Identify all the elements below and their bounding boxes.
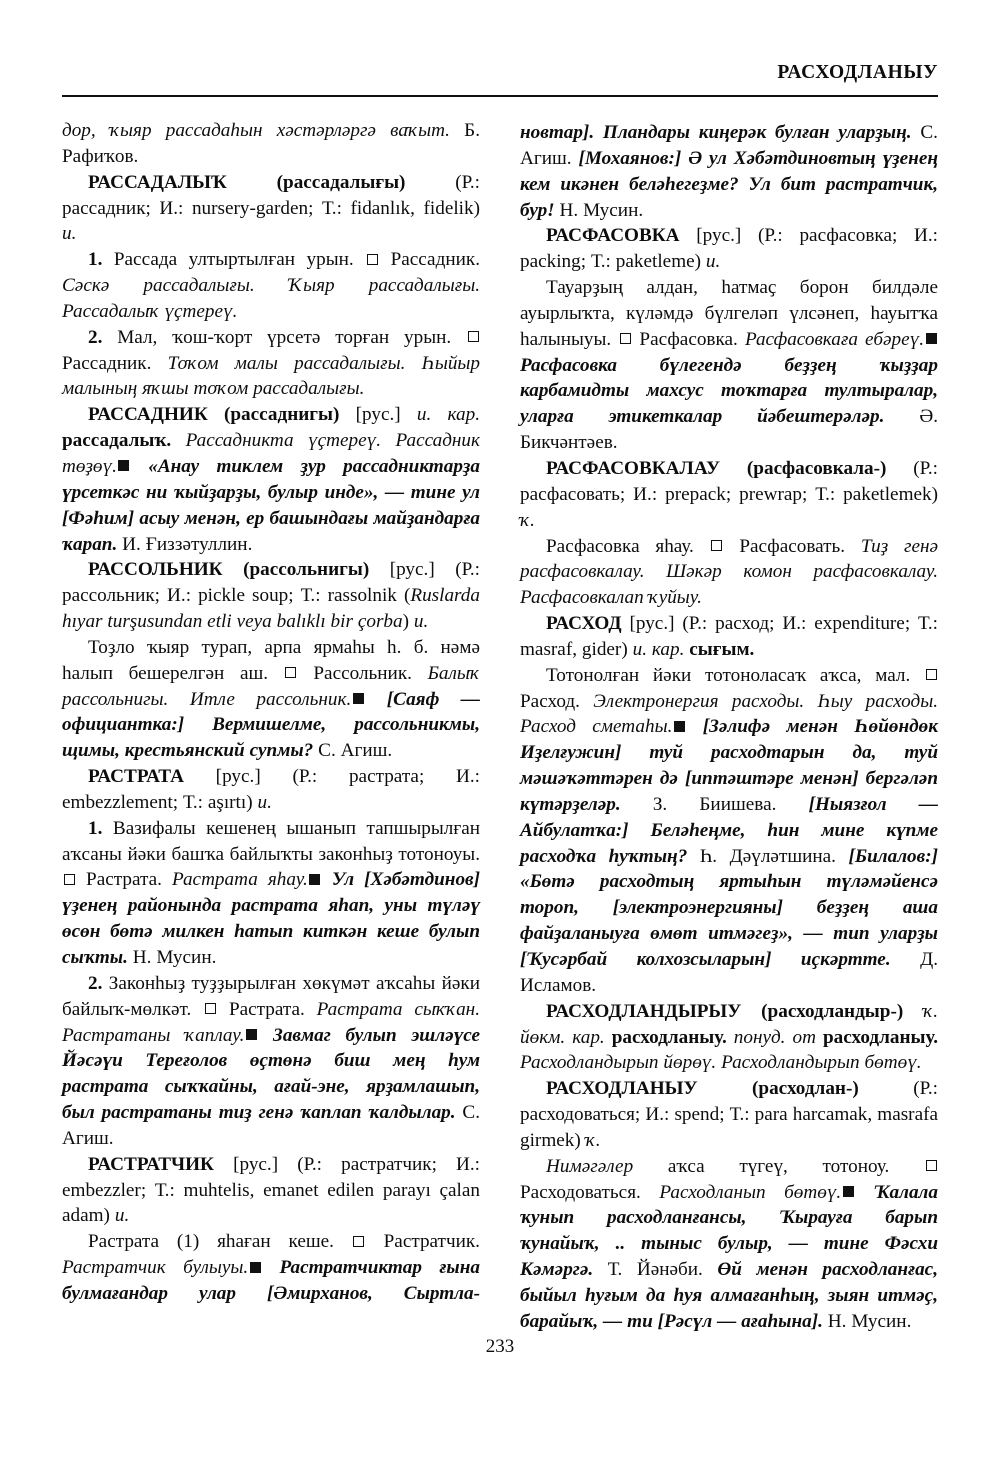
definition-text: З. Биишева. bbox=[620, 793, 809, 815]
entry-block bbox=[520, 663, 938, 999]
open-square-marker bbox=[64, 874, 75, 885]
headword: РАССОЛЬНИК (рассольнигы) bbox=[88, 559, 370, 581]
definition-text: Тауарҙың алдан, һатмаҫ борон билдәле ауырлыҡта, күләмдә бүлгеләп үлсәнеп, һауытҡа һалыныуы. bbox=[520, 277, 938, 350]
entry-block bbox=[62, 247, 480, 325]
header-rule bbox=[62, 95, 938, 97]
definition-text: Растрата (1) яһаған кеше. bbox=[88, 1231, 352, 1253]
definition-text: Тоҙло ҡыяр турап, арпа ярмаһы һ. б. нәмә һалып бешерелгән аш. bbox=[62, 636, 480, 684]
citation-text: [Билалов:] «Бөтә расходтың яртыһын түләмәйенсә тороп, [электроэнергияны] беҙҙең аша файҙаланыуға өмөт итмәгеҙ», — тип уларҙы [Ҡусәрбай колхозсыларын] иҫкәртте. bbox=[520, 845, 938, 970]
open-square-marker bbox=[926, 669, 937, 680]
citation-text: «Анау тиклем ҙур рассадниктарҙа үрсеткәс ни ҡыйҙарҙы, булыр инде», — тине ул [Фәһим] асыу менән, ер башындағы майҙандарға ҡарап. bbox=[62, 455, 480, 555]
headword: РАСТРАТА bbox=[88, 766, 184, 788]
definition-text: [рус.] (Р.: расход; И.: expenditure; Т.: masraf, gider) bbox=[520, 613, 938, 660]
definition-text: (Р.: расходоваться; И.: spend; Т.: para harcamak, masrafa girmek) bbox=[520, 1078, 938, 1151]
example-text: Растрата яһау. bbox=[171, 869, 308, 891]
definition-text: Ә. Бикчәнтәев. bbox=[520, 406, 938, 454]
filled-square-marker bbox=[246, 1029, 257, 1040]
citation-text: [Зәлифә менән Һөйөндөк Иҙелғужин] туй расходтарын да, туй мәшәҡәттәрен дә [иптәштәре менән] бергәләп күтәрҙеләр. bbox=[520, 716, 938, 815]
definition-text: Расфасовка. bbox=[632, 328, 745, 350]
example-text: и. bbox=[257, 791, 272, 813]
entry-block bbox=[62, 764, 480, 816]
definition-text: (Р.: расфасовать; И.: prepack; prewrap; Т.: paketlemek) bbox=[520, 457, 938, 505]
definition-text: Законһыҙ туҙҙырылған хөкүмәт аҡсаһы йәки байлыҡ-мөлкәт. bbox=[62, 972, 480, 1020]
definition-text: Вазифалы кешенең ышанып тапшырылған аҡсаны йәки башҡа байлыҡты законһыҙ тотоноуы. bbox=[62, 817, 480, 865]
citation-text: [Мохаянов:] Ә ул Хәбәтдиновтың үҙенең кем икәнен беләһегеҙме? Ул бит растратчик, бур! bbox=[520, 147, 938, 221]
example-text: Расходландырып йөрөү. Расходландырып бөтөү. bbox=[520, 1052, 922, 1074]
definition-text: Н. Мусин. bbox=[554, 199, 644, 221]
page-number: 233 bbox=[485, 1336, 515, 1357]
entry-block bbox=[62, 557, 480, 635]
definition-text: Т. Йәнәби. bbox=[593, 1259, 718, 1281]
open-square-marker bbox=[620, 333, 631, 344]
definition-text: Н. Мусин. bbox=[822, 1310, 912, 1332]
headword: РАССАДАЛЫҠ (рассадалығы) bbox=[88, 171, 406, 193]
running-head: РАСХОДЛАНЫУ bbox=[777, 62, 938, 83]
example-text: Ruslarda hıyar turşusundan etli veya balıklı bir çorba bbox=[62, 585, 480, 633]
open-square-marker bbox=[285, 667, 296, 678]
headword: РАСТРАТЧИК bbox=[88, 1153, 214, 1175]
definition-text: [рус.] bbox=[339, 404, 417, 426]
citation-text: Расфасовка бүлегендә беҙҙең ҡыҙҙар карбамидты махсус тоҡтарға тултыралар, уларға этикеткалар йәбештерәләр. bbox=[520, 354, 938, 428]
definition-text: Расход. bbox=[520, 690, 594, 712]
entry-block bbox=[62, 635, 480, 764]
example-text: и. bbox=[114, 1205, 130, 1227]
headword: расходланыу. bbox=[604, 1026, 727, 1048]
entry-block bbox=[62, 816, 480, 971]
definition-text: Растрата. bbox=[76, 869, 172, 891]
headword: 2. bbox=[88, 326, 103, 348]
example-text: и. кар. bbox=[632, 638, 685, 660]
headword: 1. bbox=[88, 817, 103, 839]
right-column bbox=[520, 120, 938, 1335]
example-text: и. bbox=[705, 251, 721, 273]
definition-text: Растратчик. bbox=[365, 1231, 480, 1253]
example-text: Сәскә рассадалығы. Ҡыяр рассадалығы. Рассадалыҡ үҫтереү. bbox=[62, 275, 480, 322]
open-square-marker bbox=[367, 254, 378, 265]
entry-block bbox=[62, 325, 480, 403]
example-text: и. bbox=[413, 611, 429, 633]
citation-text: [Ныязғол — Айбулатҡа:] Беләһеңме, һин мине күпме расходҡа һуҡтың? bbox=[520, 793, 938, 867]
open-square-marker bbox=[353, 1236, 364, 1247]
entry-block bbox=[62, 118, 480, 170]
example-text: Растратчик булыуы. bbox=[62, 1257, 249, 1279]
example-text: понуд. от bbox=[726, 1026, 816, 1048]
citation-text: [Саяф — официантка:] Вермишелме, рассольникмы, щимы, крестьянский супмы? bbox=[62, 688, 480, 762]
example-text: Электронергия расходы. Һыу расходы. Расход сметаһы. bbox=[520, 690, 939, 738]
definition-text: Расфасовка яһау. bbox=[546, 535, 710, 557]
filled-square-marker bbox=[674, 721, 685, 732]
entry-block bbox=[520, 1154, 938, 1335]
filled-square-marker bbox=[118, 460, 129, 471]
definition-text: С. Агиш. bbox=[520, 122, 938, 169]
filled-square-marker bbox=[843, 1186, 854, 1197]
citation-text: Өй менән расходланғас, быйыл һуғым да һуя алмағанһың, зыян итмәҫ, барайыҡ, — ти [Рәсүл — ағаһына]. bbox=[520, 1259, 938, 1332]
filled-square-marker bbox=[353, 693, 364, 704]
entry-block bbox=[62, 402, 480, 557]
definition-text: Һ. Дәүләтшина. bbox=[687, 845, 849, 867]
entry-block bbox=[520, 611, 938, 663]
definition-text: аҡса түгеү, тотоноу. bbox=[633, 1155, 924, 1177]
definition-text: [рус.] (Р.: растратчик; И.: embezzler; Т.: muhtelis, emanet edilen parayı çalan adam) bbox=[62, 1153, 480, 1227]
example-text: Тиҙ генә расфасовкалау. Шәкәр комон расфасовкалау. Расфасовкалап ҡуйыу. bbox=[520, 535, 938, 609]
definition-text: С. Агиш. bbox=[313, 740, 393, 762]
citation-text: Растратчиктар ғына булмағандар улар [Әмирханов, Сыртла- bbox=[62, 1257, 480, 1304]
definition-text: Рассольник. bbox=[297, 662, 428, 684]
example-text: и. bbox=[62, 223, 77, 245]
definition-text: Б. Рафиҡов. bbox=[62, 120, 480, 167]
open-square-marker bbox=[926, 1160, 937, 1171]
filled-square-marker bbox=[926, 333, 937, 344]
headword: РАСФАСОВКА bbox=[546, 225, 680, 247]
citation-text: новтар]. Пландары киңерәк булған уларҙың. bbox=[520, 122, 912, 143]
citation-text: Ҡалала ҡунып расходланғансы, Ҡырауға барып ҡунайыҡ, .. тыныс булыр, — тине Фәсхи Кәмәргә. bbox=[520, 1181, 939, 1281]
example-text: дор, ҡыяр рассадаһын хәстәрләргә ваҡыт. bbox=[62, 120, 450, 141]
headword: РАССАДНИК (рассаднигы) bbox=[88, 404, 340, 426]
definition-text: [рус.] (Р.: расфасовка; И.: packing; Т.: paketleme) bbox=[520, 225, 938, 273]
definition-text: [рус.] (Р.: растрата; И.: embezzlement; Т.: aşırtı) bbox=[62, 766, 480, 813]
definition-text: Мал, ҡош-ҡорт үрсетә торған урын. bbox=[102, 326, 466, 348]
entry-block bbox=[520, 275, 938, 456]
headword: РАСХОДЛАНДЫРЫУ (расходландыр-) bbox=[546, 1000, 904, 1022]
example-text: ҡ. bbox=[585, 1129, 601, 1151]
left-column bbox=[62, 118, 480, 1333]
example-text: Расфасовкаға ебәреү. bbox=[744, 328, 924, 350]
definition-text: Н. Мусин. bbox=[127, 947, 217, 968]
citation-text: Завмаг булып эшләүсе Йәсәүи Тереғолов өҫтөнә биш мең һум растрата сыҡҡайны, ағай-эне, ярҙамлашып, был растратаны тиҙ генә ҡаплап ҡалдылар. bbox=[62, 1024, 480, 1124]
entry-block bbox=[62, 170, 480, 248]
entry-block bbox=[520, 456, 938, 534]
headword: РАСФАСОВКАЛАУ (расфасовкала-) bbox=[546, 457, 887, 479]
entry-block bbox=[520, 223, 938, 275]
example-text: Балыҡ рассольнигы. Итле рассольник. bbox=[62, 662, 480, 710]
definition-text: И. Ғиззәтуллин. bbox=[117, 533, 253, 555]
definition-text: Д. Исламов. bbox=[520, 949, 938, 996]
text-columns bbox=[62, 118, 938, 1333]
headword: РАСХОД bbox=[546, 613, 622, 635]
definition-text: Рассадник. bbox=[379, 249, 480, 271]
headword: 2. bbox=[88, 972, 103, 994]
headword: расходланыу. bbox=[815, 1026, 938, 1048]
citation-text: Ул [Хәбәтдинов] үҙенең районында растрата яһап, уны түләү өсөн бөтә милкен һатып киткән кеше булып сыҡты. bbox=[62, 869, 481, 968]
headword: рассадалыҡ. bbox=[62, 430, 172, 452]
filled-square-marker bbox=[309, 874, 320, 885]
open-square-marker bbox=[711, 540, 722, 551]
definition-text: С. Агиш. bbox=[62, 1102, 481, 1149]
open-square-marker bbox=[205, 1003, 216, 1014]
definition-text: Растрата. bbox=[217, 998, 317, 1020]
page-header bbox=[62, 62, 938, 102]
headword: 1. bbox=[88, 249, 103, 271]
entry-block bbox=[520, 999, 938, 1077]
example-text: Расходланып бөтөү. bbox=[659, 1181, 842, 1203]
example-text: и. кар. bbox=[416, 404, 480, 426]
example-text: Тоҡом малы рассадалығы. Һыйыр малының яҡшы тоҡом рассадалығы. bbox=[62, 352, 480, 400]
definition-text: Расходоваться. bbox=[520, 1181, 660, 1203]
example-text: Нимәгәлер bbox=[546, 1155, 634, 1177]
entry-block bbox=[62, 1229, 480, 1332]
definition-text: (Р.: рассадник; И.: nursery-garden; Т.: fidanlık, fidelik) bbox=[62, 171, 480, 219]
entry-block bbox=[520, 534, 938, 612]
definition-text: Расфасовать. bbox=[723, 535, 861, 557]
entry-block bbox=[520, 1076, 938, 1154]
definition-text: Рассада ултыртылған урын. bbox=[102, 249, 366, 271]
definition-text: Тотонолған йәки тотоноласаҡ аҡса, мал. bbox=[546, 664, 924, 686]
headword: сығым. bbox=[684, 638, 755, 660]
headword: РАСХОДЛАНЫУ (расходлан-) bbox=[546, 1078, 859, 1100]
definition-text: Рассадник. bbox=[62, 352, 168, 374]
entry-block bbox=[62, 1152, 480, 1230]
definition-text: [рус.] (Р.: рассольник; И.: pickle soup; Т.: rassolnik ( bbox=[62, 559, 481, 607]
filled-square-marker bbox=[250, 1262, 261, 1273]
example-text: ҡ. bbox=[520, 509, 535, 531]
example-text: Рассадникта үҫтереү. Рассадник төҙөү. bbox=[62, 430, 480, 477]
entry-block bbox=[62, 971, 480, 1152]
entry-block bbox=[520, 120, 938, 223]
example-text: Растрата сыҡҡан. Растратаны ҡаплау. bbox=[62, 998, 480, 1046]
open-square-marker bbox=[468, 331, 479, 342]
definition-text: ) bbox=[402, 611, 414, 633]
example-text: ҡ. йөкм. кар. bbox=[520, 1000, 938, 1048]
